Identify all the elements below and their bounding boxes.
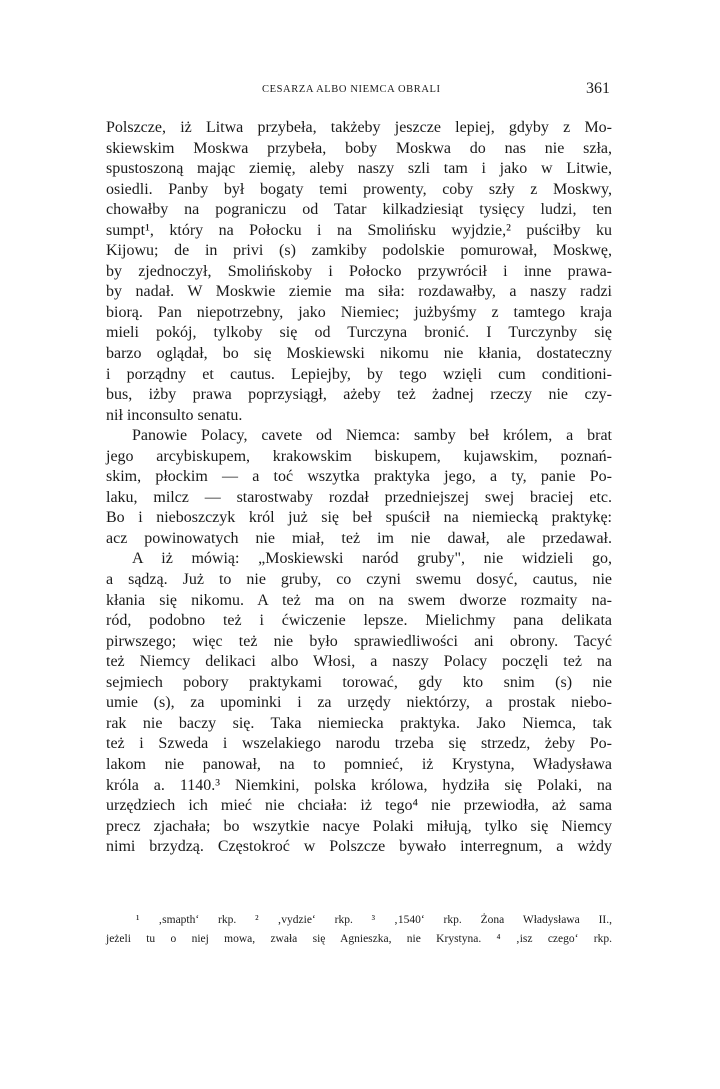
text-line: a sądzą. Już to nie gruby, co czyni swemu dosyć, cautus, nie bbox=[106, 571, 612, 589]
text-line: rak nie baczy się. Taka niemiecka praktyka. Jako Niemca, tak bbox=[106, 714, 612, 732]
body-text bbox=[106, 118, 612, 858]
text-line: acz powinowatych nie miał, też im nie dawał, ale przedawał. bbox=[106, 529, 612, 547]
text-line: chowałby na pograniczu od Tatar kilkadziesiąt tysięcy ludzi, ten bbox=[106, 201, 612, 219]
text-line: nił inconsulto senatu. bbox=[106, 406, 243, 424]
footnote-line: ¹ ‚smapth‘ rkp. ² ‚vydzie‘ rkp. ³ ‚1540‘ rkp. Żona Władysława II., bbox=[136, 914, 612, 926]
text-line: laku, milcz — starostwaby rozdał przedniejszej swej braciej etc. bbox=[106, 488, 612, 506]
text-line: nimi brzydzą. Częstokroć w Polszcze bywało interregnum, a wżdy bbox=[106, 838, 612, 856]
text-line: Panowie Polacy, cavete od Niemca: samby beł królem, a brat bbox=[132, 427, 612, 445]
footnote-line: jeżeli tu o niej mowa, zwała się Agnieszka, nie Krystyna. ⁴ ‚isz czego‘ rkp. bbox=[106, 933, 612, 945]
text-line: króla a. 1140.³ Niemkini, polska królowa, hydziła się Polaki, na bbox=[106, 776, 612, 794]
text-line: osiedli. Panby był bogaty temi prowenty, coby szły z Moskwy, bbox=[106, 180, 612, 198]
text-line: ród, podobno też i ćwiczenie lepsze. Mielichmy pana delikata bbox=[106, 612, 612, 630]
text-line: biorą. Pan niepotrzebny, jako Niemiec; jużbyśmy z tamtego kraja bbox=[106, 303, 612, 321]
page-number: 361 bbox=[586, 80, 610, 97]
text-line: też i Szweda i wszelakiego narodu trzeba się strzedz, żeby Po- bbox=[106, 735, 612, 753]
text-line: A iż mówią: „Moskiewski naród gruby", nie widzieli go, bbox=[132, 550, 612, 568]
text-line: urzędziech ich mieć nie chciała: iż tego⁴ nie przewiodła, aż sama bbox=[106, 797, 612, 815]
text-line: też Niemcy delikaci albo Włosi, a naszy Polacy poczęli też na bbox=[106, 653, 612, 671]
text-line: sejmiech pobory praktykami torować, gdy kto snim (s) nie bbox=[106, 673, 612, 691]
text-line: by nadał. W Moskwie ziemie ma siła: rozdawałby, a naszy radzi bbox=[106, 283, 612, 301]
running-title: CESARZA ALBO NIEMCA OBRALI bbox=[262, 84, 441, 95]
footnotes bbox=[106, 911, 612, 949]
text-line: lakom nie panował, na to pomnieć, iż Krystyna, Władysława bbox=[106, 755, 612, 773]
text-line: bus, iżby prawa poprzysiągł, ażeby też żadnej rzeczy nie czy- bbox=[106, 386, 612, 404]
text-line: barzo oglądał, bo się Moskiewski nikomu nie kłania, dostateczny bbox=[106, 345, 612, 363]
text-line: i porządny et cautus. Lepiejby, by tego wzięli cum conditioni- bbox=[106, 365, 612, 383]
page-header bbox=[0, 80, 720, 100]
text-line: mieli pokój, tylkoby się od Turczyna bronić. I Turczynby się bbox=[106, 324, 612, 342]
text-line: jego arcybiskupem, krakowskim biskupem, kujawskim, poznań- bbox=[106, 447, 612, 465]
text-line: Polszcze, iż Litwa przybeła, takżeby jeszcze lepiej, gdyby z Mo- bbox=[106, 119, 612, 136]
text-line: spustoszoną mając ziemię, aleby naszy szli tam i jako w Litwie, bbox=[106, 160, 612, 178]
text-line: sumpt¹, który na Połocku i na Smolińsku wyjdzie,² puściłby ku bbox=[106, 221, 612, 239]
text-line: skiewskim Moskwa przybeła, boby Moskwa do nas nie szła, bbox=[106, 139, 612, 157]
text-line: skim, płockim — a toć wszytka praktyka jego, a ty, panie Po- bbox=[106, 468, 612, 486]
text-line: precz zjachała; bo wszytkie nacye Polaki miłują, tylko się Niemcy bbox=[106, 817, 612, 835]
text-line: kłania się nikomu. A też ma on na swem dworze rozmaity na- bbox=[106, 591, 612, 609]
text-line: Bo i nieboszczyk król już się beł spuścił na niemiecką praktykę: bbox=[106, 509, 612, 527]
text-line: Kijowu; de in privi (s) zamkiby podolskie pomurował, Moskwę, bbox=[106, 242, 612, 260]
text-line: pirwszego; więc też nie było sprawiedliwości ani obrony. Tacyć bbox=[106, 632, 612, 650]
text-line: by zjednoczył, Smolińskoby i Połocko przywrócił i inne prawa- bbox=[106, 262, 612, 280]
text-line: umie (s), za upominki i za urzędy niektórzy, a prostak niebo- bbox=[106, 694, 612, 712]
